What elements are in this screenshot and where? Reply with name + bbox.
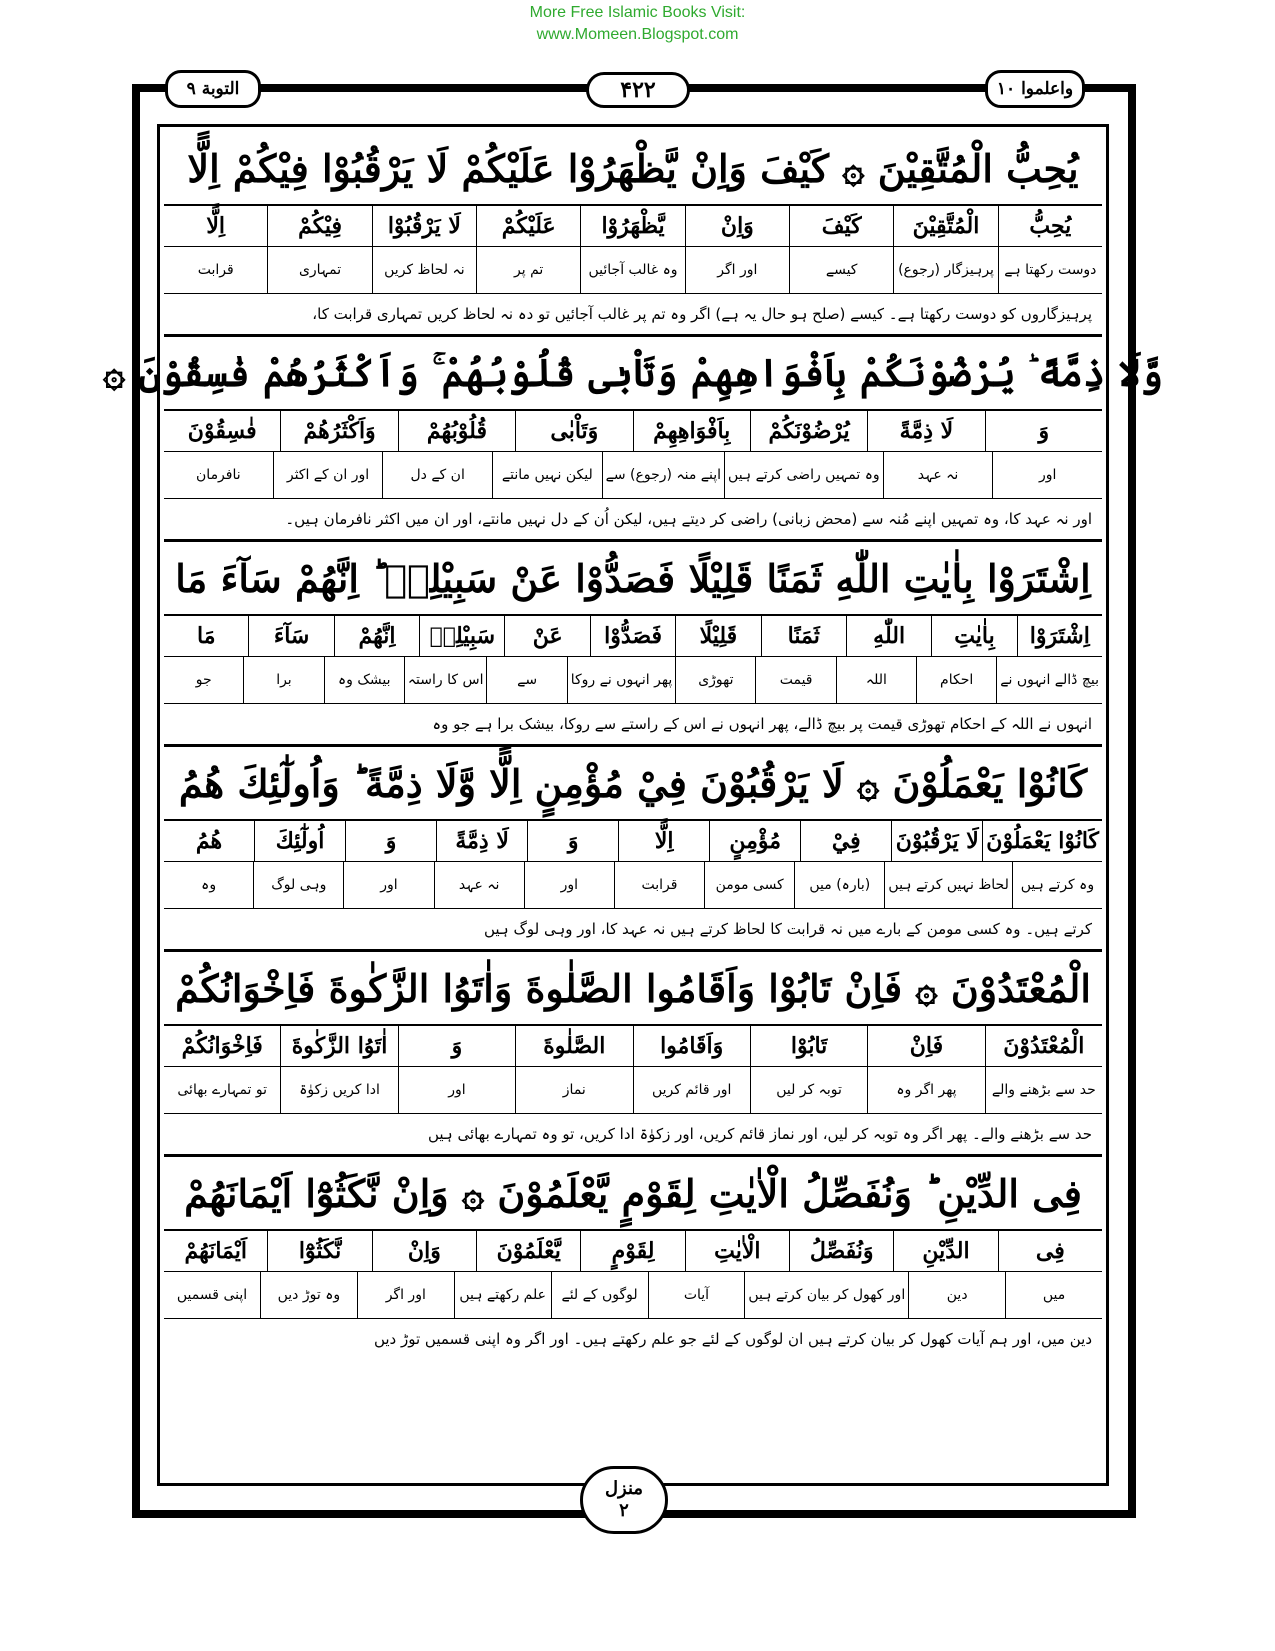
arabic-word: وَ xyxy=(398,1026,515,1066)
meaning-row xyxy=(164,452,1102,499)
arabic-word: فَاِخْوَانُكُمْ xyxy=(181,1033,263,1059)
arabic-word: قُلُوْبُهُمْ xyxy=(398,411,515,451)
urdu-meaning: وہ کرتے ہیں xyxy=(1012,862,1102,908)
urdu-meaning: وہ xyxy=(201,877,217,893)
urdu-meaning: نماز xyxy=(515,1067,632,1113)
urdu-meaning: اپنی قسمیں xyxy=(176,1287,248,1303)
urdu-meaning: احکام xyxy=(916,657,996,703)
meaning-row xyxy=(164,657,1102,704)
arabic-word: يَّظْهَرُوْا xyxy=(580,206,684,246)
urdu-meaning: نہ لحاظ کریں xyxy=(372,247,476,293)
urdu-meaning: قرابت xyxy=(197,262,234,278)
urdu-translation: حد سے بڑھنے والے۔ پھر اگر وہ توبہ کر لیں، اور نماز قائم کریں، اور زکوٰۃ ادا کریں، تو وہ تمہارے بھائی ہیں xyxy=(164,1114,1102,1157)
urdu-meaning: کیسے xyxy=(789,247,893,293)
urdu-meaning: قیمت xyxy=(755,657,835,703)
urdu-meaning: وہی لوگ xyxy=(253,862,343,908)
word-row xyxy=(164,206,1102,247)
arabic-word: سَبِيْلِهٖ xyxy=(419,616,504,656)
urdu-meaning: اور اگر xyxy=(685,247,789,293)
urdu-meaning: ان کے دل xyxy=(382,452,492,498)
arabic-word: وَ xyxy=(527,821,618,861)
arabic-word: اَيْمَانَهُمْ xyxy=(184,1238,247,1264)
urdu-translation: اور نہ عہد کا، وہ تمہیں اپنے مُنہ سے (محض زبانی) راضی کر دیتے ہیں، لیکن اُن کے دل نہیں مانتے، اور ان میں اکثر نافرمان ہیں۔ xyxy=(164,499,1102,542)
urdu-meaning: برا xyxy=(243,657,323,703)
meaning-row xyxy=(164,862,1102,909)
manzil-label: منزل xyxy=(604,1478,644,1499)
promo-line-2: www.Momeen.Blogspot.com xyxy=(536,26,739,43)
ayah-line: وَّلَا ذِمَّةً ؕ يُرْضُوْنَكُمْ بِاَفْوَاهِهِمْ وَتَاْبٰى قُلُوْبُهُمْ ۚ وَاَكْثَرُهُمْ فٰسِقُوْنَ ۞ xyxy=(164,337,1102,411)
urdu-meaning: لیکن نہیں مانتے xyxy=(492,452,602,498)
urdu-meaning: (بارہ) میں xyxy=(794,862,884,908)
urdu-meaning: دوست رکھتا ہے xyxy=(998,247,1102,293)
page-content xyxy=(103,132,1163,1478)
urdu-meaning: پھر اگر وہ xyxy=(867,1067,984,1113)
urdu-meaning: تھوڑی xyxy=(675,657,755,703)
arabic-word: الْمُتَّقِيْنَ xyxy=(893,206,997,246)
meaning-row xyxy=(164,1067,1102,1114)
manzil-badge xyxy=(580,1466,668,1534)
arabic-word: الصَّلٰوةَ xyxy=(515,1026,632,1066)
arabic-word: وَاَقَامُوا xyxy=(633,1026,750,1066)
urdu-meaning: اور قائم کریں xyxy=(633,1067,750,1113)
meaning-row xyxy=(164,247,1102,294)
urdu-meaning: بیچ ڈالے انہوں نے xyxy=(996,657,1102,703)
arabic-word: وَ xyxy=(985,411,1102,451)
urdu-meaning: وہ غالب آجائیں xyxy=(580,247,684,293)
arabic-word: اِنَّهُمْ xyxy=(334,616,419,656)
urdu-meaning: نہ عہد xyxy=(434,862,524,908)
urdu-meaning: وہ توڑ دیں xyxy=(260,1272,357,1318)
urdu-meaning: سے xyxy=(486,657,566,703)
arabic-word: سَآءَ xyxy=(248,616,333,656)
promo-line-1: More Free Islamic Books Visit: xyxy=(529,4,746,21)
urdu-meaning: لوگوں کے لئے xyxy=(551,1272,648,1318)
urdu-meaning: اللہ xyxy=(836,657,916,703)
arabic-word: الْاٰيٰتِ xyxy=(685,1231,789,1271)
urdu-meaning: پھر انہوں نے روکا xyxy=(567,657,675,703)
urdu-meaning: تم پر xyxy=(476,247,580,293)
urdu-meaning: اور xyxy=(992,452,1102,498)
urdu-translation: کرتے ہیں۔ وہ کسی مومن کے بارے میں نہ قرابت کا لحاظ کرتے ہیں نہ عہد کا، اور وہی لوگ ہیں xyxy=(164,909,1102,952)
urdu-meaning: نافرمان xyxy=(196,467,241,483)
arabic-word: فِيْ xyxy=(800,821,891,861)
verse-section xyxy=(164,747,1102,952)
urdu-meaning: اس کا راستہ xyxy=(404,657,487,703)
arabic-word: فَاِنْ xyxy=(867,1026,984,1066)
arabic-word: فِيْكُمْ xyxy=(267,206,371,246)
arabic-word: اِلًّا xyxy=(618,821,709,861)
verse-section xyxy=(164,542,1102,747)
urdu-meaning: وہ تمہیں راضی کرتے ہیں xyxy=(724,452,883,498)
urdu-translation: پرہیزگاروں کو دوست رکھتا ہے۔ کیسے (صلح ہو حال یہ ہے) اگر وہ تم پر غالب آجائیں تو دہ نہ لحاظ کریں تمہاری قرابت کا، xyxy=(164,294,1102,337)
urdu-meaning: ادا کریں زکوٰۃ xyxy=(280,1067,397,1113)
arabic-word: فِى xyxy=(998,1231,1102,1271)
arabic-word: وَتَاْبٰى xyxy=(515,411,632,451)
arabic-word: الدِّيْنِ xyxy=(893,1231,997,1271)
urdu-meaning: پرہیزگار (رجوع) xyxy=(893,247,997,293)
word-row xyxy=(164,821,1102,862)
urdu-meaning: جو xyxy=(195,672,212,688)
word-row xyxy=(164,411,1102,452)
arabic-word: عَنْ xyxy=(504,616,589,656)
urdu-meaning: لحاظ نہیں کرتے ہیں xyxy=(884,862,1011,908)
urdu-meaning: نہ عہد xyxy=(883,452,993,498)
word-row xyxy=(164,1231,1102,1272)
arabic-word: عَلَيْكُمْ xyxy=(476,206,580,246)
arabic-word: يُحِبُّ xyxy=(998,206,1102,246)
urdu-meaning: میں xyxy=(1005,1272,1102,1318)
arabic-word: ثَمَنًا xyxy=(761,616,846,656)
urdu-meaning: اور xyxy=(524,862,614,908)
arabic-word: كَيْفَ xyxy=(789,206,893,246)
urdu-meaning: قرابت xyxy=(614,862,704,908)
arabic-word: بِاَفْوَاهِهِمْ xyxy=(633,411,750,451)
ayah-line: يُحِبُّ الْمُتَّقِيْنَ ۞ كَيْفَ وَاِنْ يَّظْهَرُوْا عَلَيْكُمْ لَا يَرْقُبُوْا فِيْكُمْ اِلًّا xyxy=(164,132,1102,206)
urdu-meaning: بیشک وہ xyxy=(324,657,404,703)
arabic-word: يَّعْلَمُوْنَ xyxy=(476,1231,580,1271)
verse-section xyxy=(164,1157,1102,1359)
arabic-word: كَانُوْا يَعْمَلُوْنَ xyxy=(982,821,1102,861)
ayah-line: الْمُعْتَدُوْنَ ۞ فَاِنْ تَابُوْا وَاَقَامُوا الصَّلٰوةَ وَاٰتَوُا الزَّكٰوةَ فَاِخْوَانُكُمْ xyxy=(164,952,1102,1026)
arabic-word: لَا يَرْقُبُوْا xyxy=(372,206,476,246)
verse-section xyxy=(164,952,1102,1157)
arabic-word: مُؤْمِنٍ xyxy=(709,821,800,861)
urdu-meaning: اور کھول کر بیان کرتے ہیں xyxy=(744,1272,908,1318)
arabic-word: وَاَكْثَرُهُمْ xyxy=(280,411,397,451)
arabic-word: فٰسِقُوْنَ xyxy=(187,418,257,444)
urdu-translation: انہوں نے اللہ کے احکام تھوڑی قیمت پر بیچ ڈالے، پھر انہوں نے اس کے راستے سے روکا، بیشک برا ہے جو وہ xyxy=(164,704,1102,747)
arabic-word: لَا يَرْقُبُوْنَ xyxy=(891,821,982,861)
urdu-meaning: اور اگر xyxy=(357,1272,454,1318)
para-label: واعلموا ١٠ xyxy=(985,70,1085,108)
arabic-word: فَصَدُّوْا xyxy=(590,616,675,656)
urdu-meaning: اپنے منہ (رجوع) سے xyxy=(602,452,724,498)
urdu-meaning: توبہ کر لیں xyxy=(750,1067,867,1113)
urdu-meaning: اور xyxy=(343,862,433,908)
arabic-word: وَ xyxy=(345,821,436,861)
ayah-line: فِى الدِّيْنِ ؕ وَنُفَصِّلُ الْاٰيٰتِ لِقَوْمٍ يَّعْلَمُوْنَ ۞ وَاِنْ نَّكَثُوْٓا اَيْمَانَهُمْ xyxy=(164,1157,1102,1231)
arabic-word: وَاِنْ xyxy=(685,206,789,246)
urdu-meaning: آیات xyxy=(648,1272,745,1318)
urdu-meaning: تو تمہارے بھائی xyxy=(177,1082,268,1098)
arabic-word: لَا ذِمَّةً xyxy=(436,821,527,861)
arabic-word: الْمُعْتَدُوْنَ xyxy=(985,1026,1102,1066)
meaning-row xyxy=(164,1272,1102,1319)
arabic-word: اٰتَوُا الزَّكٰوةَ xyxy=(280,1026,397,1066)
urdu-meaning: علم رکھتے ہیں xyxy=(454,1272,551,1318)
verse-section xyxy=(103,337,1163,542)
urdu-translation: دین میں، اور ہم آیات کھول کر بیان کرتے ہیں ان لوگوں کے لئے جو علم رکھتے ہیں۔ اور اگر وہ اپنی قسمیں توڑ دیں xyxy=(373,1330,1092,1348)
urdu-meaning: اور xyxy=(398,1067,515,1113)
urdu-meaning: دین xyxy=(908,1272,1005,1318)
urdu-meaning: اور ان کے اکثر xyxy=(273,452,383,498)
arabic-word: بِاٰيٰتِ xyxy=(931,616,1016,656)
arabic-word: اِلًّا xyxy=(206,213,226,239)
arabic-word: نَّكَثُوْٓا xyxy=(267,1231,371,1271)
ayah-line: كَانُوْا يَعْمَلُوْنَ ۞ لَا يَرْقُبُوْنَ فِيْ مُؤْمِنٍ اِلًّا وَّلَا ذِمَّةً ؕ وَاُولٰٓئِكَ هُمُ xyxy=(164,747,1102,821)
page-number: ۴۲۲ xyxy=(586,72,690,108)
word-row xyxy=(164,1026,1102,1067)
surah-label: التوبة ٩ xyxy=(165,70,261,108)
urdu-meaning: حد سے بڑھنے والے xyxy=(985,1067,1102,1113)
arabic-word: وَنُفَصِّلُ xyxy=(789,1231,893,1271)
urdu-meaning: کسی مومن xyxy=(704,862,794,908)
arabic-word: مَا xyxy=(196,623,216,649)
arabic-word: يُرْضُوْنَكُمْ xyxy=(750,411,867,451)
arabic-word: قَلِيْلًا xyxy=(675,616,760,656)
arabic-word: اِشْتَرَوْا xyxy=(1017,616,1102,656)
word-row xyxy=(164,616,1102,657)
verse-section xyxy=(164,132,1102,337)
ayah-line: اِشْتَرَوْا بِاٰيٰتِ اللّٰهِ ثَمَنًا قَلِيْلًا فَصَدُّوْا عَنْ سَبِيْلِهٖ ؕ اِنَّهُمْ سَآءَ مَا xyxy=(164,542,1102,616)
manzil-number: ٢ xyxy=(619,1500,629,1521)
urdu-meaning: تمہاری xyxy=(267,247,371,293)
arabic-word: هُمُ xyxy=(195,828,223,854)
arabic-word: لِقَوْمٍ xyxy=(580,1231,684,1271)
arabic-word: وَاِنْ xyxy=(372,1231,476,1271)
arabic-word: اُولٰٓئِكَ xyxy=(254,821,345,861)
arabic-word: تَابُوْا xyxy=(750,1026,867,1066)
arabic-word: لَا ذِمَّةً xyxy=(867,411,984,451)
arabic-word: اللّٰهِ xyxy=(846,616,931,656)
